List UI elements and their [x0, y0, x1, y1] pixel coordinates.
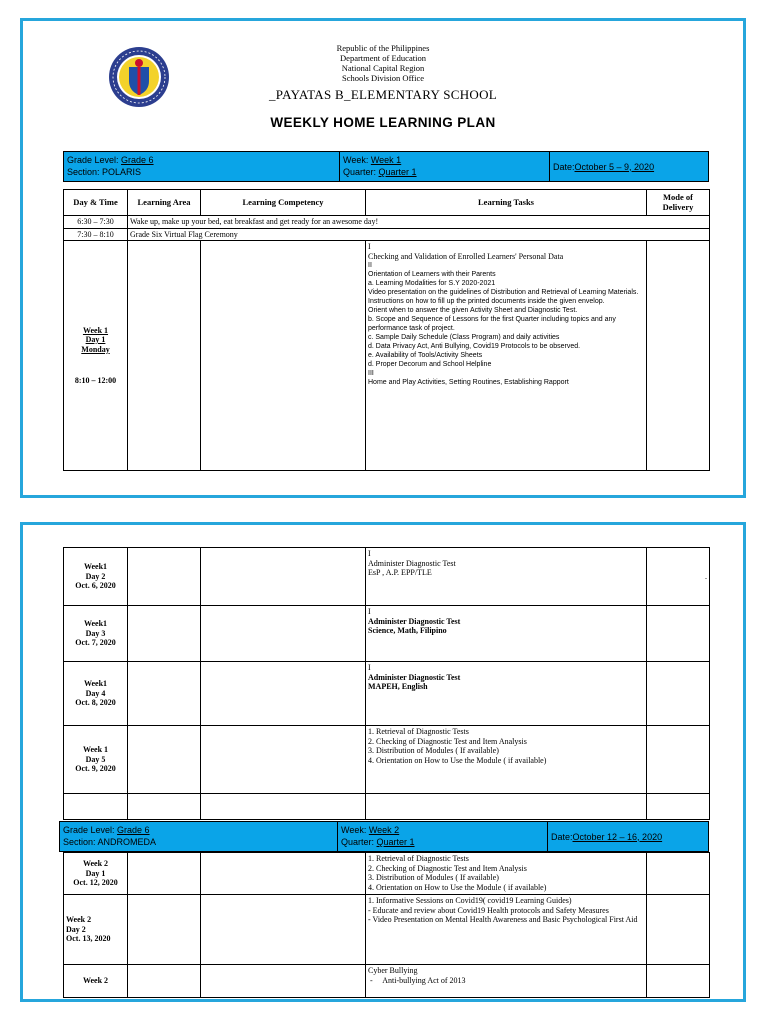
task-line: 1. Retrieval of Diagnostic Tests	[368, 854, 469, 863]
task-line: 4. Orientation on How to Use the Module ( if available)	[368, 755, 547, 765]
mode-of-delivery-cell	[647, 548, 710, 606]
learning-area-cell	[128, 606, 201, 662]
quarter-label: Quarter:	[341, 837, 377, 847]
learning-area-cell	[128, 726, 201, 794]
day-date: Oct. 8, 2020	[75, 698, 116, 708]
day-date: Oct. 13, 2020	[66, 934, 111, 944]
empty-cell	[64, 794, 128, 820]
day-number: Day 3	[85, 628, 106, 638]
date-value: October 12 – 16, 2020	[572, 831, 663, 842]
day-cell	[64, 965, 128, 998]
section-value: POLARIS	[102, 167, 142, 177]
day-number: Day 2	[66, 924, 86, 934]
mode-of-delivery-cell	[647, 726, 710, 794]
info-bar-week1	[63, 151, 709, 182]
routine-time: 7:30 – 8:10	[64, 228, 128, 241]
task-line: - Educate and review about Covid19 Health protocols and Safety Measures	[368, 905, 609, 915]
day-week: Week 1	[82, 745, 109, 755]
learning-plan-table-week2	[63, 852, 710, 998]
learning-plan-table-continued	[63, 547, 710, 820]
task-line: 4. Orientation on How to Use the Module ( if available)	[368, 882, 547, 892]
section-label: Section:	[63, 837, 98, 847]
learning-area-cell	[128, 965, 201, 998]
header-line: Schools Division Office	[341, 73, 424, 83]
day-number: Day 1	[85, 868, 106, 878]
task-line: 3. Distribution of Modules ( If available)	[368, 873, 499, 882]
day-date: Oct. 9, 2020	[75, 764, 116, 774]
col-day-time: Day & Time	[64, 190, 128, 216]
task-line: e. Availability of Tools/Activity Sheets	[368, 352, 483, 359]
task-line: I	[368, 607, 371, 616]
day-number: Day 5	[85, 754, 106, 764]
task-line: I	[368, 663, 371, 672]
empty-cell	[201, 794, 366, 820]
day-cell	[64, 853, 128, 895]
tasks-cell	[366, 606, 647, 662]
task-line: 2. Checking of Diagnostic Test and Item Analysis	[368, 863, 527, 873]
document-page-2	[20, 522, 746, 1002]
col-learning-tasks: Learning Tasks	[366, 190, 647, 216]
task-line: d. Proper Decorum and School Helpline	[368, 361, 492, 368]
empty-cell	[366, 794, 647, 820]
day-cell	[64, 548, 128, 606]
day-cell	[64, 662, 128, 726]
week-quarter-cell	[338, 822, 548, 851]
quarter-label: Quarter:	[343, 167, 379, 177]
task-line: d. Data Privacy Act, Anti Bullying, Covid19 Protocols to be observed.	[368, 343, 581, 350]
mode-of-delivery-cell	[647, 895, 710, 965]
col-learning-area: Learning Area	[128, 190, 201, 216]
grade-label: Grade Level:	[67, 155, 122, 165]
task-line: II	[368, 262, 372, 269]
task-line: - Anti-bullying Act of 2013	[368, 975, 466, 985]
task-line: MAPEH, English	[368, 682, 428, 691]
learning-area-cell	[128, 895, 201, 965]
learning-plan-table	[63, 189, 710, 471]
learning-competency-cell	[201, 853, 366, 895]
day-week: Week1	[83, 619, 108, 629]
task-line: Administer Diagnostic Test	[368, 616, 461, 626]
learning-competency-cell	[201, 895, 366, 965]
day-cell	[64, 606, 128, 662]
date-value: October 5 – 9, 2020	[574, 161, 655, 172]
day1-weekday: Monday	[81, 344, 110, 354]
week-label: Week:	[341, 825, 369, 835]
learning-area-cell	[128, 662, 201, 726]
day-number: Day 4	[85, 688, 106, 698]
quarter-value: Quarter 1	[378, 167, 417, 177]
date-label: Date:	[551, 831, 573, 842]
learning-competency-cell	[201, 965, 366, 998]
mode-of-delivery-cell	[647, 853, 710, 895]
day-week: Week1	[83, 562, 108, 572]
task-line: 1. Retrieval of Diagnostic Tests	[368, 727, 469, 736]
grade-section-cell	[64, 152, 340, 181]
task-line: EsP , A.P. EPP/TLE	[368, 568, 432, 577]
day-week: Week 2	[82, 859, 109, 869]
plan-title: WEEKLY HOME LEARNING PLAN	[270, 115, 496, 130]
grade-value: Grade 6	[121, 155, 154, 165]
routine-time: 6:30 – 7:30	[64, 216, 128, 229]
empty-cell	[128, 794, 201, 820]
learning-competency-cell	[201, 548, 366, 606]
day1-week: Week 1	[82, 325, 109, 335]
mode-of-delivery-cell	[647, 662, 710, 726]
mode-of-delivery-cell	[647, 241, 710, 471]
quarter-value: Quarter 1	[376, 837, 415, 847]
task-line: a. Learning Modalities for S.Y 2020-2021	[368, 280, 496, 287]
task-line: Video presentation on the guidelines of Distribution and Retrieval of Learning Materials.	[368, 289, 639, 296]
task-line: I	[368, 549, 371, 558]
school-name: _PAYATAS B_ELEMENTARY SCHOOL	[268, 87, 498, 102]
grade-label: Grade Level:	[63, 825, 118, 835]
routine-text: Grade Six Virtual Flag Ceremony	[128, 228, 710, 241]
learning-competency-cell	[201, 606, 366, 662]
learning-area-cell	[128, 853, 201, 895]
learning-competency-cell	[201, 662, 366, 726]
learning-area-cell	[128, 548, 201, 606]
task-line: III	[368, 370, 374, 377]
tasks-cell	[366, 895, 647, 965]
info-bar-week2	[59, 821, 709, 852]
task-line: Administer Diagnostic Test	[368, 672, 461, 682]
task-line: I	[368, 242, 371, 251]
task-line: 2. Checking of Diagnostic Test and Item Analysis	[368, 736, 527, 746]
tasks-cell	[366, 853, 647, 895]
task-line: b. Scope and Sequence of Lessons for the first Quarter including topics and any performance task of project.	[368, 316, 616, 332]
day-date: Oct. 6, 2020	[75, 581, 116, 591]
day1-tasks	[366, 241, 647, 471]
routine-text: Wake up, make up your bed, eat breakfast and get ready for an awesome day!	[128, 216, 710, 229]
task-line: c. Sample Daily Schedule (Class Program) and daily activities	[368, 334, 560, 341]
mode-of-delivery-cell	[647, 965, 710, 998]
week-value: Week 1	[370, 155, 402, 165]
col-mode-of-delivery: Mode of Delivery	[647, 190, 710, 216]
grade-section-cell	[60, 822, 338, 851]
week-value: Week 2	[368, 825, 400, 835]
date-cell	[548, 822, 708, 851]
col-learning-competency: Learning Competency	[201, 190, 366, 216]
week-quarter-cell	[340, 152, 550, 181]
grade-value: Grade 6	[117, 825, 150, 835]
header-line: National Capital Region	[341, 63, 425, 73]
day-week: Week 2	[66, 915, 92, 925]
mode-value: .	[705, 571, 707, 581]
task-line: Cyber Bullying	[368, 966, 418, 975]
date-label: Date:	[553, 161, 575, 172]
task-line: Orientation of Learners with their Parents	[368, 271, 496, 278]
tasks-cell	[366, 548, 647, 606]
day-number: Day 2	[85, 571, 106, 581]
task-line: Science, Math, Filipino	[368, 626, 447, 635]
learning-area-cell	[128, 241, 201, 471]
task-line: Instructions on how to fill up the printed documents inside the given envelop.	[368, 298, 605, 305]
header-line: Department of Education	[340, 53, 426, 63]
task-line: 1. Informative Sessions on Covid19( covid19 Learning Guides)	[368, 896, 572, 905]
section-label: Section:	[67, 167, 103, 177]
day-week: Week1	[83, 679, 108, 689]
tasks-cell	[366, 965, 647, 998]
date-cell	[550, 152, 708, 181]
day-date: Oct. 12, 2020	[73, 878, 118, 888]
document-page-1	[20, 18, 746, 498]
day-cell	[64, 726, 128, 794]
section-value: ANDROMEDA	[97, 837, 157, 847]
day-cell	[64, 895, 128, 965]
empty-cell	[647, 794, 710, 820]
learning-competency-cell	[201, 726, 366, 794]
tasks-cell	[366, 662, 647, 726]
task-line: Orient when to answer the given Activity Sheet and Diagnostic Test.	[368, 307, 578, 314]
task-line: 3. Distribution of Modules ( If available)	[368, 746, 499, 755]
day-date: Oct. 7, 2020	[75, 638, 116, 648]
header-line: Republic of the Philippines	[336, 43, 430, 53]
task-line: Checking and Validation of Enrolled Learners' Personal Data	[368, 251, 564, 261]
task-line: Administer Diagnostic Test	[368, 558, 456, 568]
mode-of-delivery-cell	[647, 606, 710, 662]
task-line: - Video Presentation on Mental Health Awareness and Basic Psychological First Aid	[368, 915, 638, 924]
day1-time: 8:10 – 12:00	[74, 376, 117, 385]
week-label: Week:	[343, 155, 371, 165]
day-week: Week 2	[82, 976, 109, 986]
learning-competency-cell	[201, 241, 366, 471]
task-line: Home and Play Activities, Setting Routines, Establishing Rapport	[368, 379, 569, 386]
day1-day: Day 1	[85, 335, 106, 344]
tasks-cell	[366, 726, 647, 794]
day1-cell	[64, 241, 128, 471]
